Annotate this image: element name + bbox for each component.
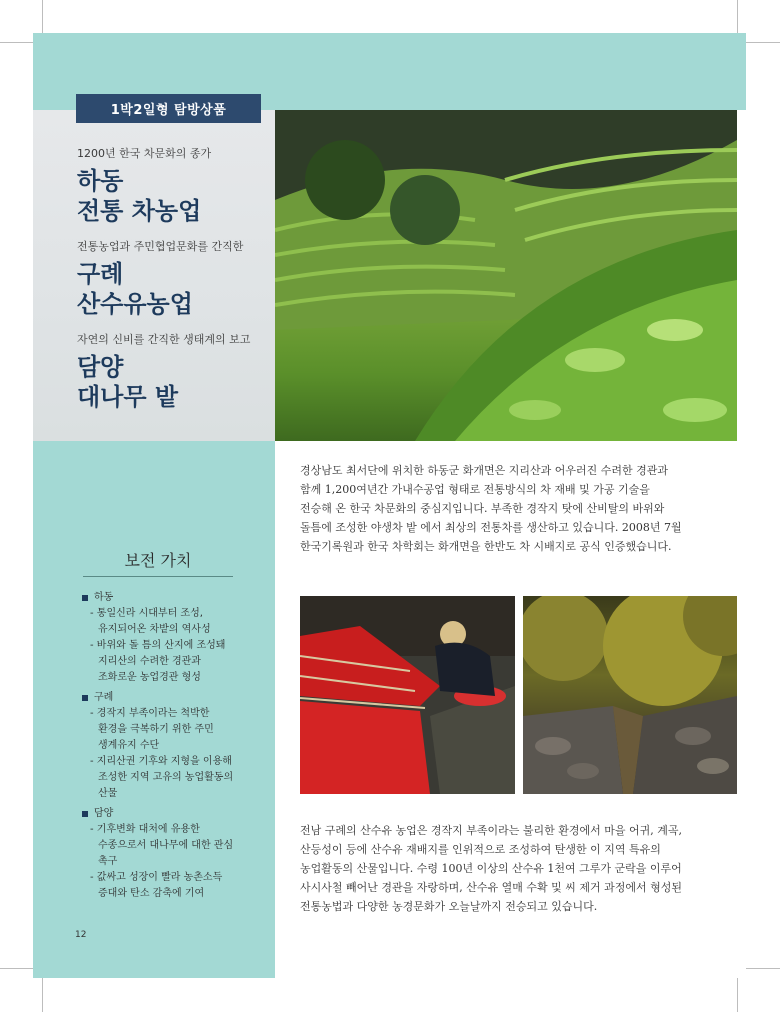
bullet-square-icon bbox=[82, 595, 88, 601]
paragraph-line: 함께 1,200여년간 가내수공업 형태로 전통방식의 차 재배 및 가공 기술을 bbox=[300, 483, 650, 496]
values-item: - 기후변화 대처에 유용한 bbox=[90, 824, 200, 835]
heritage-title-line: 산수유농업 bbox=[77, 290, 193, 318]
paragraph-line: 전통농법과 다양한 농경문화가 오늘날까지 전승되고 있습니다. bbox=[300, 900, 598, 913]
heritage-subtitle: 1200년 한국 차문화의 종가 bbox=[77, 147, 212, 160]
values-item-cont: 조성한 지역 고유의 농업활동의 bbox=[98, 772, 234, 783]
values-item-cont: 지리산의 수려한 경관과 bbox=[98, 656, 201, 667]
crop-mark bbox=[746, 42, 780, 43]
hadong-paragraph bbox=[300, 461, 682, 556]
values-item: - 경작지 부족이라는 척박한 bbox=[90, 708, 210, 719]
bullet-square-icon bbox=[82, 695, 88, 701]
values-item-cont: 생계유지 수단 bbox=[98, 740, 160, 751]
values-item-cont: 증대와 탄소 감축에 기여 bbox=[98, 888, 205, 899]
tour-badge: 1박2일형 탐방상품 bbox=[76, 94, 261, 123]
values-divider bbox=[83, 576, 233, 577]
heritage-title-line: 구례 bbox=[77, 260, 124, 288]
values-item-cont: 환경을 극복하기 위한 주민 bbox=[98, 724, 214, 735]
heritage-title bbox=[77, 352, 178, 412]
values-item-cont: 산물 bbox=[98, 788, 118, 799]
crop-mark bbox=[746, 968, 780, 969]
crop-mark bbox=[737, 978, 738, 1012]
heritage-subtitle: 전통농업과 주민협업문화를 간직한 bbox=[77, 240, 244, 253]
values-item: - 통일신라 시대부터 조성, bbox=[90, 608, 203, 619]
values-item: - 값싸고 성장이 빨라 농촌소득 bbox=[90, 872, 223, 883]
crop-mark bbox=[42, 0, 43, 33]
page-number: 12 bbox=[75, 930, 87, 940]
crop-mark bbox=[0, 968, 33, 969]
heritage-subtitle: 자연의 신비를 간직한 생태계의 보고 bbox=[77, 333, 251, 346]
values-item: - 바위와 돌 틈의 산지에 조성돼 bbox=[90, 640, 226, 651]
stone-wall-illustration bbox=[523, 596, 737, 794]
paragraph-line: 산등성이 등에 산수유 재배지를 인위적으로 조성하여 탄생한 이 지역 특유의 bbox=[300, 843, 661, 856]
values-list bbox=[82, 590, 233, 902]
values-item: - 지리산권 기후와 지형을 이용해 bbox=[90, 756, 232, 767]
bullet-square-icon bbox=[82, 811, 88, 817]
paragraph-line: 농업활동의 산물입니다. 수령 100년 이상의 산수유 1천여 그루가 군락을 이루어 bbox=[300, 862, 682, 875]
values-item-cont: 유지되어온 차밭의 역사성 bbox=[98, 624, 211, 635]
stone-wall-photo bbox=[523, 596, 737, 794]
tea-field-photo bbox=[275, 110, 737, 441]
gurye-paragraph bbox=[300, 821, 682, 916]
sansuyu-drying-illustration bbox=[300, 596, 515, 794]
values-item-cont: 조화로운 농업경관 형성 bbox=[98, 672, 201, 683]
paragraph-line: 한국기록원과 한국 차학회는 화개면을 한반도 차 시배지로 공식 인증했습니다. bbox=[300, 540, 672, 553]
crop-mark bbox=[737, 0, 738, 33]
heritage-title-line: 전통 차농업 bbox=[77, 197, 202, 225]
paragraph-line: 경상남도 최서단에 위치한 하동군 화개면은 지리산과 어우러진 수려한 경관과 bbox=[300, 464, 669, 477]
crop-mark bbox=[42, 978, 43, 1012]
heritage-title bbox=[77, 166, 201, 226]
paragraph-line: 전남 구례의 산수유 농업은 경작지 부족이라는 불리한 환경에서 마을 어귀, 계곡, bbox=[300, 824, 682, 837]
crop-mark bbox=[0, 42, 33, 43]
values-item-cont: 촉구 bbox=[98, 856, 118, 867]
paragraph-line: 전승해 온 한국 차문화의 중심지입니다. 부족한 경작지 탓에 산비탈의 바위와 bbox=[300, 502, 665, 515]
paragraph-line: 돌틈에 조성한 야생차 밭 에서 최상의 전통차를 생산하고 있습니다. 2008년 7월 bbox=[300, 521, 682, 534]
paragraph-line: 사시사철 빼어난 경관을 자랑하며, 산수유 열매 수확 및 씨 제거 과정에서 형성된 bbox=[300, 881, 682, 894]
values-title: 보전 가치 bbox=[124, 551, 192, 570]
heritage-title-line: 대나무 밭 bbox=[77, 383, 179, 411]
heritage-title-line: 담양 bbox=[77, 353, 124, 381]
tea-field-illustration bbox=[275, 110, 737, 441]
values-item-cont: 수종으로서 대나무에 대한 관심 bbox=[98, 840, 234, 851]
sansuyu-drying-photo bbox=[300, 596, 515, 794]
values-group-heading: 구례 bbox=[82, 690, 233, 706]
heritage-title-line: 하동 bbox=[77, 167, 124, 195]
values-group-heading: 하동 bbox=[82, 590, 233, 606]
values-group-heading: 담양 bbox=[82, 806, 233, 822]
heritage-title bbox=[77, 259, 193, 319]
